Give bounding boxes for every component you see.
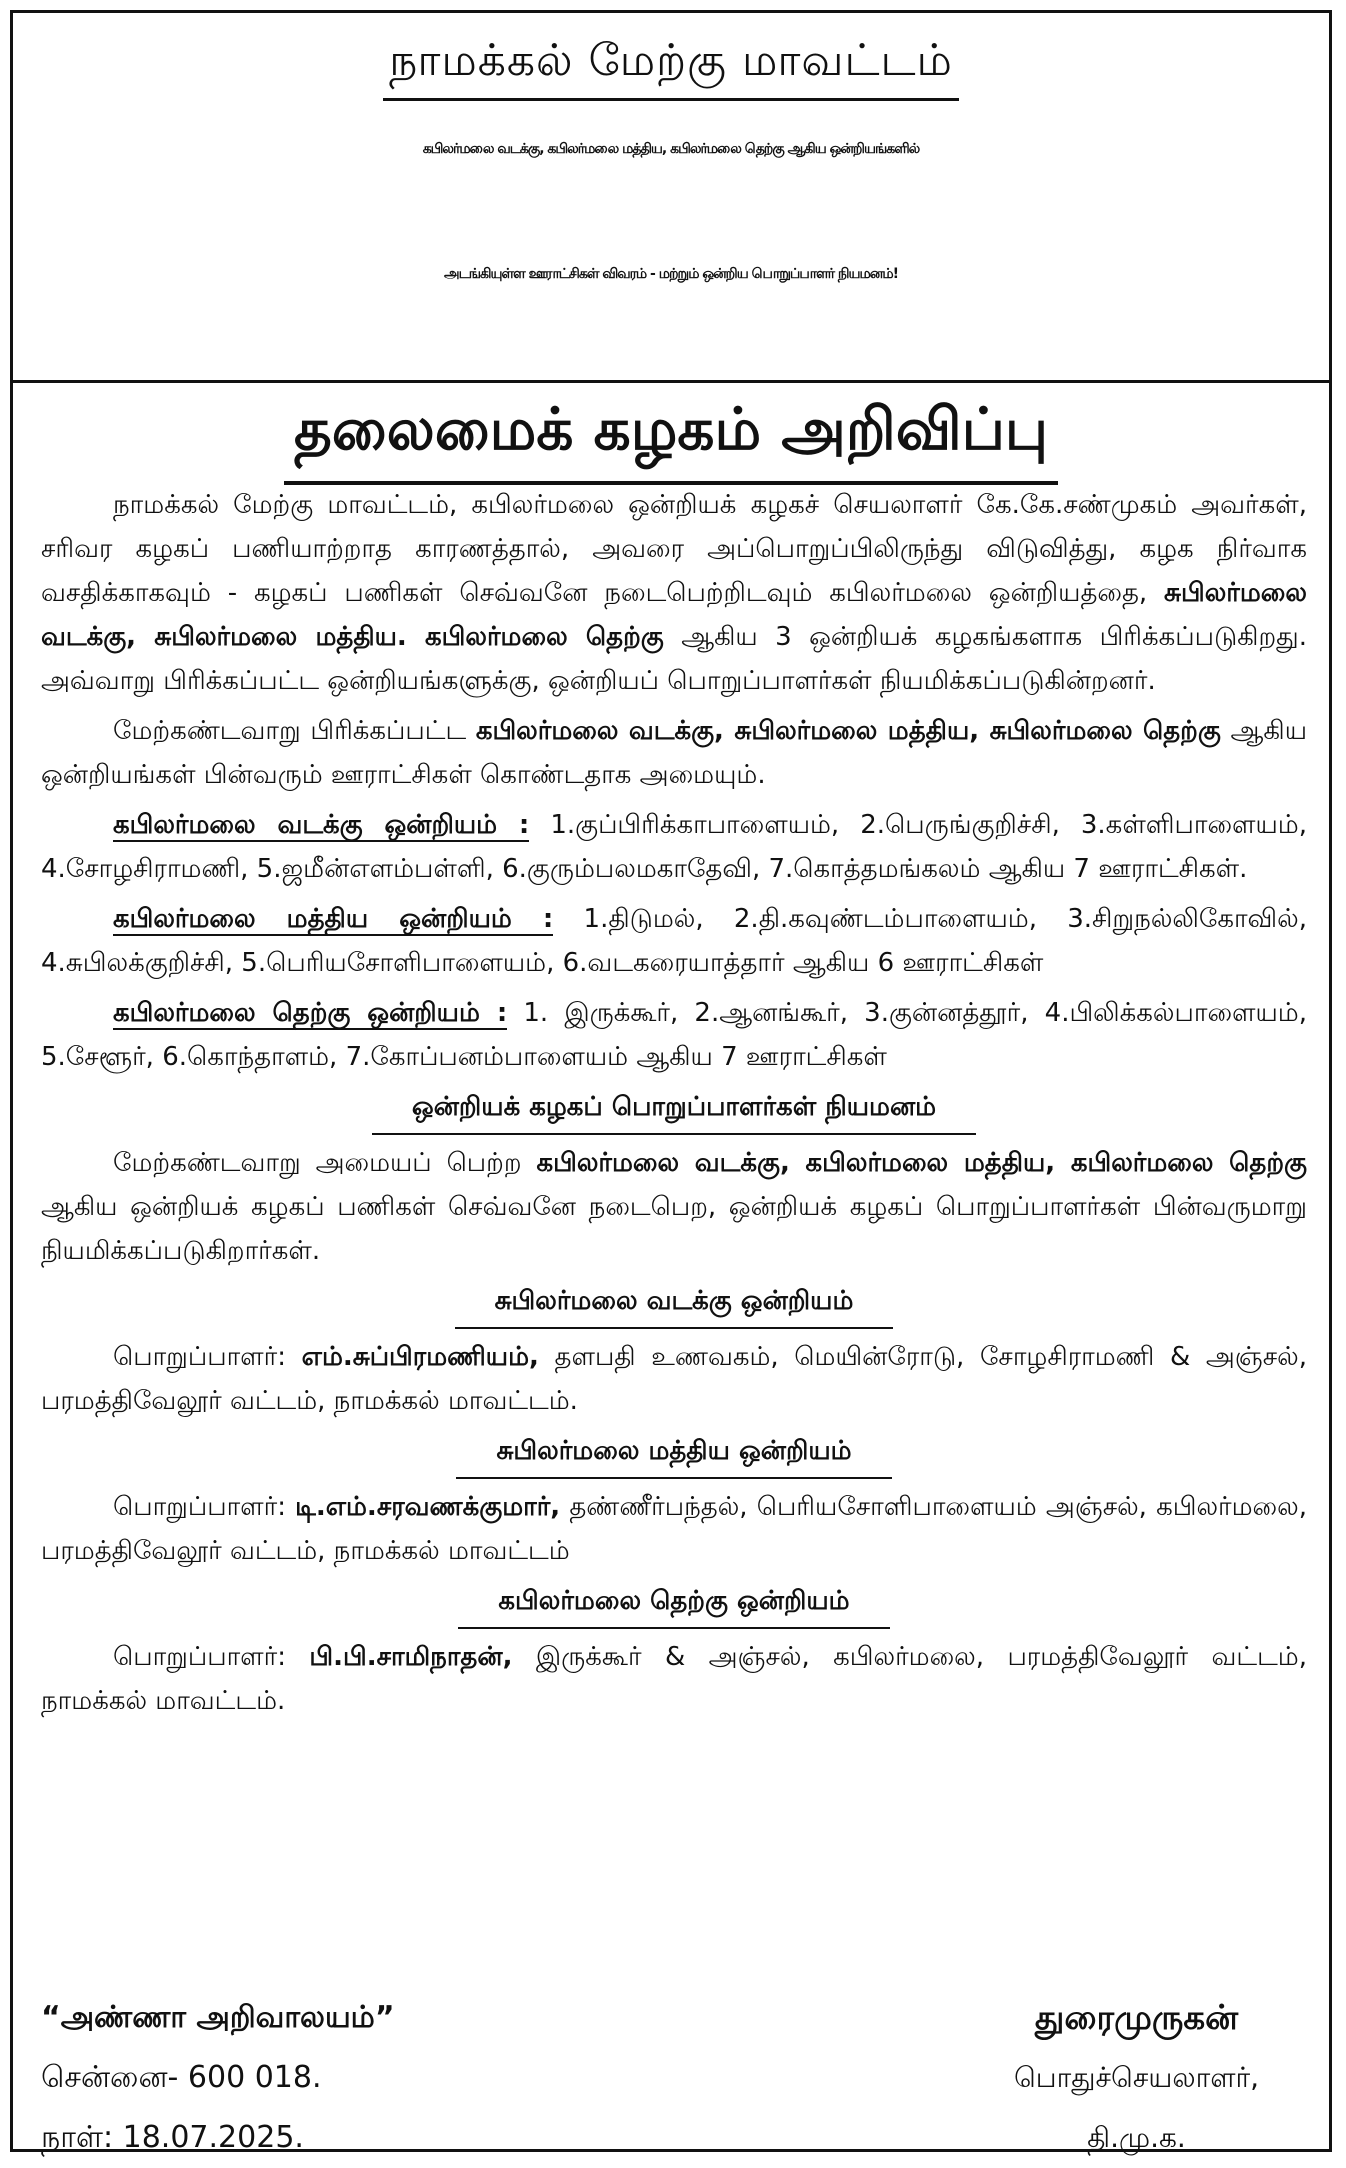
notice-body	[41, 483, 1307, 1729]
union-central-list: 1.திடுமல், 2.தி.கவுண்டம்பாளையம், 3.சிறுநல்லிகோவில், 4.சுபிலக்குறிச்சி, 5.பெரியசோளிபாளையம், 6.வடகரையாத்தார் ஆகிய 6 ஊராட்சிகள்	[41, 904, 1307, 978]
posting-central-detail	[41, 1485, 1307, 1573]
footer-left	[41, 1988, 395, 2168]
posting-south-heading-text: கபிலர்மலை தெற்கு ஒன்றியம்	[458, 1579, 889, 1629]
headline-line-1: கபிலர்மலை வடக்கு, கபிலர்மலை மத்திய, கபிலர்மலை தெற்கு ஆகிய ஒன்றியங்களில்	[422, 141, 920, 157]
notice-frame	[10, 10, 1332, 2155]
district-title	[13, 35, 1329, 101]
union-north-list: 1.குப்பிரிக்காபாளையம், 2.பெருங்குறிச்சி, 3.கள்ளிபாளையம், 4.சோழசிராமணி, 5.ஜமீன்எளம்பள்ளி, 6.குரும்பலமகாதேவி, 7.கொத்தமங்கலம் ஆகிய 7 ஊராட்சிகள்.	[41, 810, 1307, 884]
union-south-panchayats	[41, 991, 1307, 1079]
posting-south-name: பி.பி.சாமிநாதன்,	[309, 1642, 513, 1672]
headline-line-2: அடங்கியுள்ள ஊராட்சிகள் விவரம் - மற்றும் ஒன்றிய பொறுப்பாளர் நியமனம்!	[444, 266, 898, 282]
posting-north-label: பொறுப்பாளர்:	[113, 1342, 302, 1372]
posting-north-detail	[41, 1335, 1307, 1423]
intro-p1-text-c: ஆகிய 3 ஒன்றியக் கழகங்களாக பிரிக்கப்படுகிறது. அவ்வாறு பிரிக்கப்பட்ட ஒன்றியங்களுக்கு, ஒன்றியப் பொறுப்பாளர்கள் நியமிக்கப்படுகின்றனர்.	[41, 622, 1307, 696]
header-divider	[13, 380, 1329, 383]
appointment-paragraph	[41, 1141, 1307, 1273]
notice-header	[13, 13, 1329, 380]
posting-north-heading	[41, 1279, 1307, 1329]
appointment-text-a: மேற்கண்டவாறு அமையப் பெற்ற	[113, 1148, 537, 1178]
footer-place: “அண்ணா அறிவாலயம்”	[41, 2000, 395, 2035]
announcement-title	[13, 395, 1329, 485]
intro-paragraph-1	[41, 483, 1307, 703]
posting-central-label: பொறுப்பாளர்:	[113, 1492, 296, 1522]
footer-signature	[1014, 1988, 1259, 2168]
union-south-list: 1. இருக்கூர், 2.ஆனங்கூர், 3.குன்னத்தூர், 4.பிலிக்கல்பாளையம், 5.சேளூர், 6.கொந்தாளம், 7.கோப்பனம்பாளையம் ஆகிய 7 ஊராட்சிகள்	[41, 998, 1307, 1072]
posting-south-address: இருக்கூர் & அஞ்சல், கபிலர்மலை, பரமத்திவேலூர் வட்டம், நாமக்கல் மாவட்டம்.	[41, 1642, 1307, 1716]
posting-south-heading	[41, 1579, 1307, 1629]
signatory-designation: பொதுச்செயலாளர்,	[1013, 2061, 1259, 2094]
intro-p1-text-a: நாமக்கல் மேற்கு மாவட்டம், கபிலர்மலை ஒன்றியக் கழகச் செயலாளர் கே.கே.சண்முகம் அவர்கள், சரிவர கழகப் பணியாற்றாத காரணத்தால், அவரை அப்பொறுப்பிலிருந்து விடுவித்து, கழக நிர்வாக வசதிக்காகவும் - கழகப் பணிகள் செவ்வனே நடைபெற்றிடவும் கபிலர்மலை ஒன்றியத்தை,	[41, 490, 1307, 608]
posting-south-label: பொறுப்பாளர்:	[113, 1642, 310, 1672]
footer-city: சென்னை- 600 018.	[41, 2060, 322, 2095]
intro-paragraph-2	[41, 709, 1307, 797]
appointment-heading-text: ஒன்றியக் கழகப் பொறுப்பாளர்கள் நியமனம்	[372, 1085, 976, 1135]
posting-north-heading-text: சுபிலர்மலை வடக்கு ஒன்றியம்	[455, 1279, 894, 1329]
intro-p2-text-a: மேற்கண்டவாறு பிரிக்கப்பட்ட	[113, 716, 476, 746]
posting-south-detail	[41, 1635, 1307, 1723]
posting-north-name: எம்.சுப்பிரமணியம்,	[301, 1342, 539, 1372]
signatory-party: தி.மு.க.	[1087, 2121, 1186, 2154]
posting-north-address: தளபதி உணவகம், மெயின்ரோடு, சோழசிராமணி & அஞ்சல், பரமத்திவேலூர் வட்டம், நாமக்கல் மாவட்டம்.	[41, 1342, 1307, 1416]
appointment-text-c: ஆகிய ஒன்றியக் கழகப் பணிகள் செவ்வனே நடைபெற, ஒன்றியக் கழகப் பொறுப்பாளர்கள் பின்வருமாறு நியமிக்கப்படுகிறார்கள்.	[41, 1192, 1307, 1266]
signatory-name: துரைமுருகன்	[1034, 1998, 1239, 2038]
announcement-title-text: தலைமைக் கழகம் அறிவிப்பு	[284, 395, 1058, 485]
union-central-panchayats	[41, 897, 1307, 985]
intro-p2-bold: கபிலர்மலை வடக்கு, சுபிலர்மலை மத்திய, சுபிலர்மலை தெற்கு	[475, 716, 1221, 746]
district-title-text: நாமக்கல் மேற்கு மாவட்டம்	[383, 35, 959, 101]
union-north-heading: கபிலர்மலை வடக்கு ஒன்றியம் :	[113, 810, 530, 840]
posting-central-heading	[41, 1429, 1307, 1479]
union-south-heading: கபிலர்மலை தெற்கு ஒன்றியம் :	[113, 998, 508, 1028]
intro-p2-text-c: ஆகிய ஒன்றியங்கள் பின்வரும் ஊராட்சிகள் கொண்டதாக அமையும்.	[41, 716, 1307, 790]
appointment-heading	[41, 1085, 1307, 1135]
posting-central-address: தண்ணீர்பந்தல், பெரியசோளிபாளையம் அஞ்சல், கபிலர்மலை, பரமத்திவேலூர் வட்டம், நாமக்கல் மாவட்டம்	[41, 1492, 1307, 1566]
union-north-panchayats	[41, 803, 1307, 891]
posting-central-heading-text: சுபிலர்மலை மத்திய ஒன்றியம்	[456, 1429, 891, 1479]
appointment-bold: கபிலர்மலை வடக்கு, கபிலர்மலை மத்திய, கபிலர்மலை தெற்கு	[536, 1148, 1307, 1178]
footer-date: நாள்: 18.07.2025.	[41, 2120, 304, 2155]
intro-p1-bold: சுபிலர்மலை வடக்கு, சுபிலர்மலை மத்திய. கபிலர்மலை தெற்கு	[41, 578, 1307, 652]
posting-central-name: டி.எம்.சரவணக்குமார்,	[295, 1492, 561, 1522]
union-central-heading: கபிலர்மலை மத்திய ஒன்றியம் :	[113, 904, 554, 934]
